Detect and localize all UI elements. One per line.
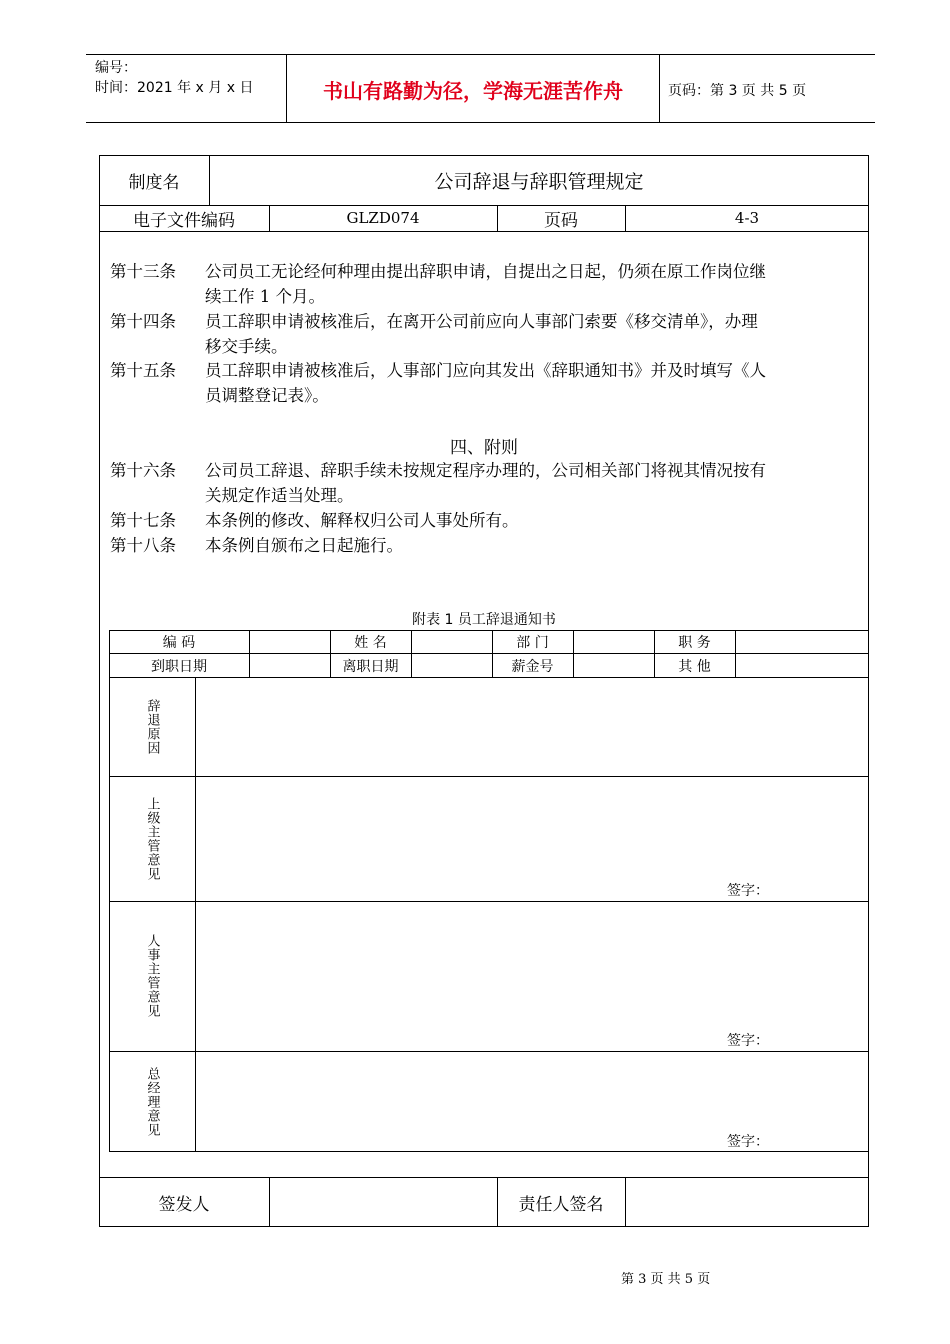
gm-opinion-label <box>109 1051 195 1152</box>
section-label: 人事主管意见 <box>144 934 160 1018</box>
name-label: 制度名 <box>128 172 180 193</box>
field-label-name: 姓 名 <box>354 635 387 651</box>
section-label: 总经理意见 <box>144 1066 160 1137</box>
article-text: 本条例自颁布之日起施行。 <box>205 536 403 555</box>
article-text: 本条例的修改、解释权归公司人事处所有。 <box>205 511 519 530</box>
article-text: 员工辞职申请被核准后，人事部门应向其发出《辞职通知书》并及时填写《人 <box>205 361 766 380</box>
number-label: 编号： <box>95 60 137 76</box>
slogan: 书山有路勤为径，学海无涯苦作舟 <box>323 78 623 103</box>
responsible-label: 责任人签名 <box>518 1194 604 1215</box>
signature-label: 签字： <box>727 1033 769 1049</box>
hr-opinion-field[interactable] <box>196 902 868 1050</box>
field-label-other: 其 他 <box>678 658 711 675</box>
issuer-label: 签发人 <box>158 1194 210 1215</box>
doc-page-value: 4-3 <box>734 209 760 227</box>
doc-page-label: 页码 <box>544 210 578 231</box>
dismissal-reason-label <box>109 677 195 776</box>
article-label: 第十四条 <box>110 312 176 331</box>
article-text: 员调整登记表》。 <box>205 386 329 405</box>
dismissal-reason-field[interactable] <box>196 678 868 775</box>
regulation-title: 公司辞退与辞职管理规定 <box>434 170 644 193</box>
field-label-start-date: 到职日期 <box>151 658 207 675</box>
divider <box>99 231 869 232</box>
section-label: 辞退原因 <box>144 698 160 755</box>
article-label: 第十三条 <box>110 262 176 281</box>
field-value-position[interactable] <box>735 631 869 653</box>
article-label: 第十七条 <box>110 511 176 530</box>
field-label-leave-date: 离职日期 <box>342 658 399 675</box>
field-value-name[interactable] <box>411 631 492 653</box>
article-15 <box>110 358 766 408</box>
supervisor-opinion-label <box>109 776 195 901</box>
header-divider <box>659 54 660 122</box>
article-14 <box>110 309 758 359</box>
article-label: 第十五条 <box>110 361 176 380</box>
article-16 <box>110 458 766 508</box>
field-value-code[interactable] <box>249 631 330 653</box>
code-value: GLZD074 <box>346 209 420 227</box>
article-text: 公司员工无论经何种理由提出辞职申请，自提出之日起，仍须在原工作岗位继 <box>205 262 766 281</box>
field-value-start-date[interactable] <box>249 654 330 677</box>
field-label-department: 部 门 <box>516 635 549 651</box>
time-label: 时间：2021 年 x 月 x 日 <box>95 80 254 96</box>
issuer-field[interactable] <box>269 1177 497 1227</box>
field-label-position: 职 务 <box>678 635 711 651</box>
section-title: 四、附则 <box>450 437 518 458</box>
article-text: 员工辞职申请被核准后，在离开公司前应向人事部门索要《移交清单》，办理 <box>205 312 758 331</box>
article-text: 关规定作适当处理。 <box>205 486 354 505</box>
field-value-other[interactable] <box>735 654 869 677</box>
article-label: 第十六条 <box>110 461 176 480</box>
page-info: 页码：第 3 页 共 5 页 <box>668 83 807 99</box>
article-text: 续工作 1 个月。 <box>205 287 325 306</box>
header-meta <box>95 58 253 98</box>
article-13 <box>110 259 766 309</box>
section-label: 上级主管意见 <box>144 796 160 881</box>
article-label: 第十八条 <box>110 536 176 555</box>
signature-label: 签字： <box>727 1134 769 1150</box>
hr-opinion-label <box>109 901 195 1051</box>
field-value-salary-no[interactable] <box>573 654 654 677</box>
form-title: 附表 1 员工辞退通知书 <box>412 612 556 628</box>
signature-label: 签字： <box>727 883 769 899</box>
article-text: 移交手续。 <box>205 337 288 356</box>
field-value-department[interactable] <box>573 631 654 653</box>
article-17 <box>110 508 519 533</box>
field-label-code: 编 码 <box>162 635 196 651</box>
article-18 <box>110 533 403 558</box>
responsible-field[interactable] <box>625 1177 869 1227</box>
field-label-salary-no: 薪金号 <box>511 658 554 675</box>
code-label: 电子文件编码 <box>133 210 235 231</box>
field-value-leave-date[interactable] <box>411 654 492 677</box>
page-footer: 第 3 页 共 5 页 <box>621 1272 711 1287</box>
article-text: 公司员工辞退、辞职手续未按规定程序办理的，公司相关部门将视其情况按有 <box>205 461 766 480</box>
